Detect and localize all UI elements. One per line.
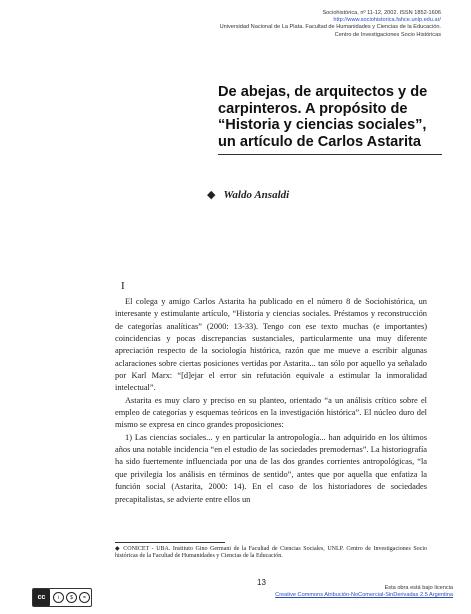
creative-commons-badge[interactable] — [32, 588, 92, 607]
body-paragraph-3: 1) Las ciencias sociales... y en particular la antropología... han adquirido en los últimos años una notable incidencia “en el estudio de las sociedades premodernas”. La historiografía ha sido fuertemente influenciada por una de las dos grandes corrientes antropológicas, “la que privilegia los análisis en términos de sentido”, antes que por aquella que enfatiza la función social (Astarita, 2000: 14). En el caso de los historiadores de sociedades precapitalistas, se advierte entre ellos un — [115, 432, 427, 504]
footnote — [115, 546, 427, 561]
university-line: Universidad Nacional de La Plata. Facultad de Humanidades y Ciencias de la Educación. — [219, 24, 441, 31]
noderivatives-icon: = — [79, 592, 90, 603]
diamond-icon: ◆ — [115, 546, 121, 552]
body-paragraph-2: Astarita es muy claro y preciso en su planteo, orientado “a un análisis crítico sobre el empleo de categorías y esquemas teóricos en la investigación histórica”. El núcleo duro del mismo se expresa en cinco grandes proposiciones: — [115, 395, 427, 430]
footnote-rule — [115, 542, 225, 543]
section-heading: I — [121, 280, 125, 292]
author-line — [207, 188, 289, 201]
journal-citation: Sociohistórica, nº 11-12, 2002. ISSN 1852-1606 — [322, 10, 441, 16]
page-number: 13 — [257, 578, 266, 587]
center-line: Centro de Investigaciones Socio Históricas — [334, 31, 441, 38]
attribution-icon: i — [53, 592, 64, 603]
diamond-icon: ◆ — [207, 189, 216, 201]
journal-url-link[interactable]: http://www.sociohistorica.fahce.unlp.edu.ar/ — [333, 17, 441, 24]
title-rule — [218, 154, 442, 155]
license-notice — [253, 585, 453, 599]
journal-header — [141, 10, 441, 39]
article-title: De abejas, de arquitectos y de carpinteros. A propósito de “Historia y ciencias sociales”, un artículo de Carlos Astarita — [218, 84, 428, 150]
author-name: Waldo Ansaldi — [223, 189, 290, 201]
noncommercial-icon: $ — [66, 592, 77, 603]
article-body — [115, 296, 427, 506]
license-text: Esta obra está bajo licencia — [384, 585, 453, 591]
cc-logo-icon: cc — [33, 589, 50, 606]
body-paragraph-1: El colega y amigo Carlos Astarita ha publicado en el número 8 de Sociohistórica, un interesante y estimulante artículo, “Historia y ciencias sociales. Préstamos y reconstrucción de categorías analíticas” (2000: 13-33). Tengo con ese texto muchas (e importantes) coincidencias y pocas discrepancias sustanciales, particularmente una muy diferente apreciación respecto de la sociología histórica, razón que me mueve a escribir algunas aclaraciones sobre ciertas posiciones vertidas por Astarita... tan sólo por aquello ya señalado por Karl Marx: “[d]ejar el error sin refutación equivale a estimular la inmoralidad intelectual”. — [115, 297, 427, 393]
license-link[interactable]: Creative Commons Atribución-NoComercial-SinDerivadas 2.5 Argentina — [275, 592, 453, 599]
footnote-text: CONICET - UBA. Instituto Gino Germani de la Facultad de Ciencias Sociales, UNLP. Centro de Investigaciones Socio históricas de la Facultad de Humanidades y Ciencias de la Educación. — [115, 546, 428, 560]
